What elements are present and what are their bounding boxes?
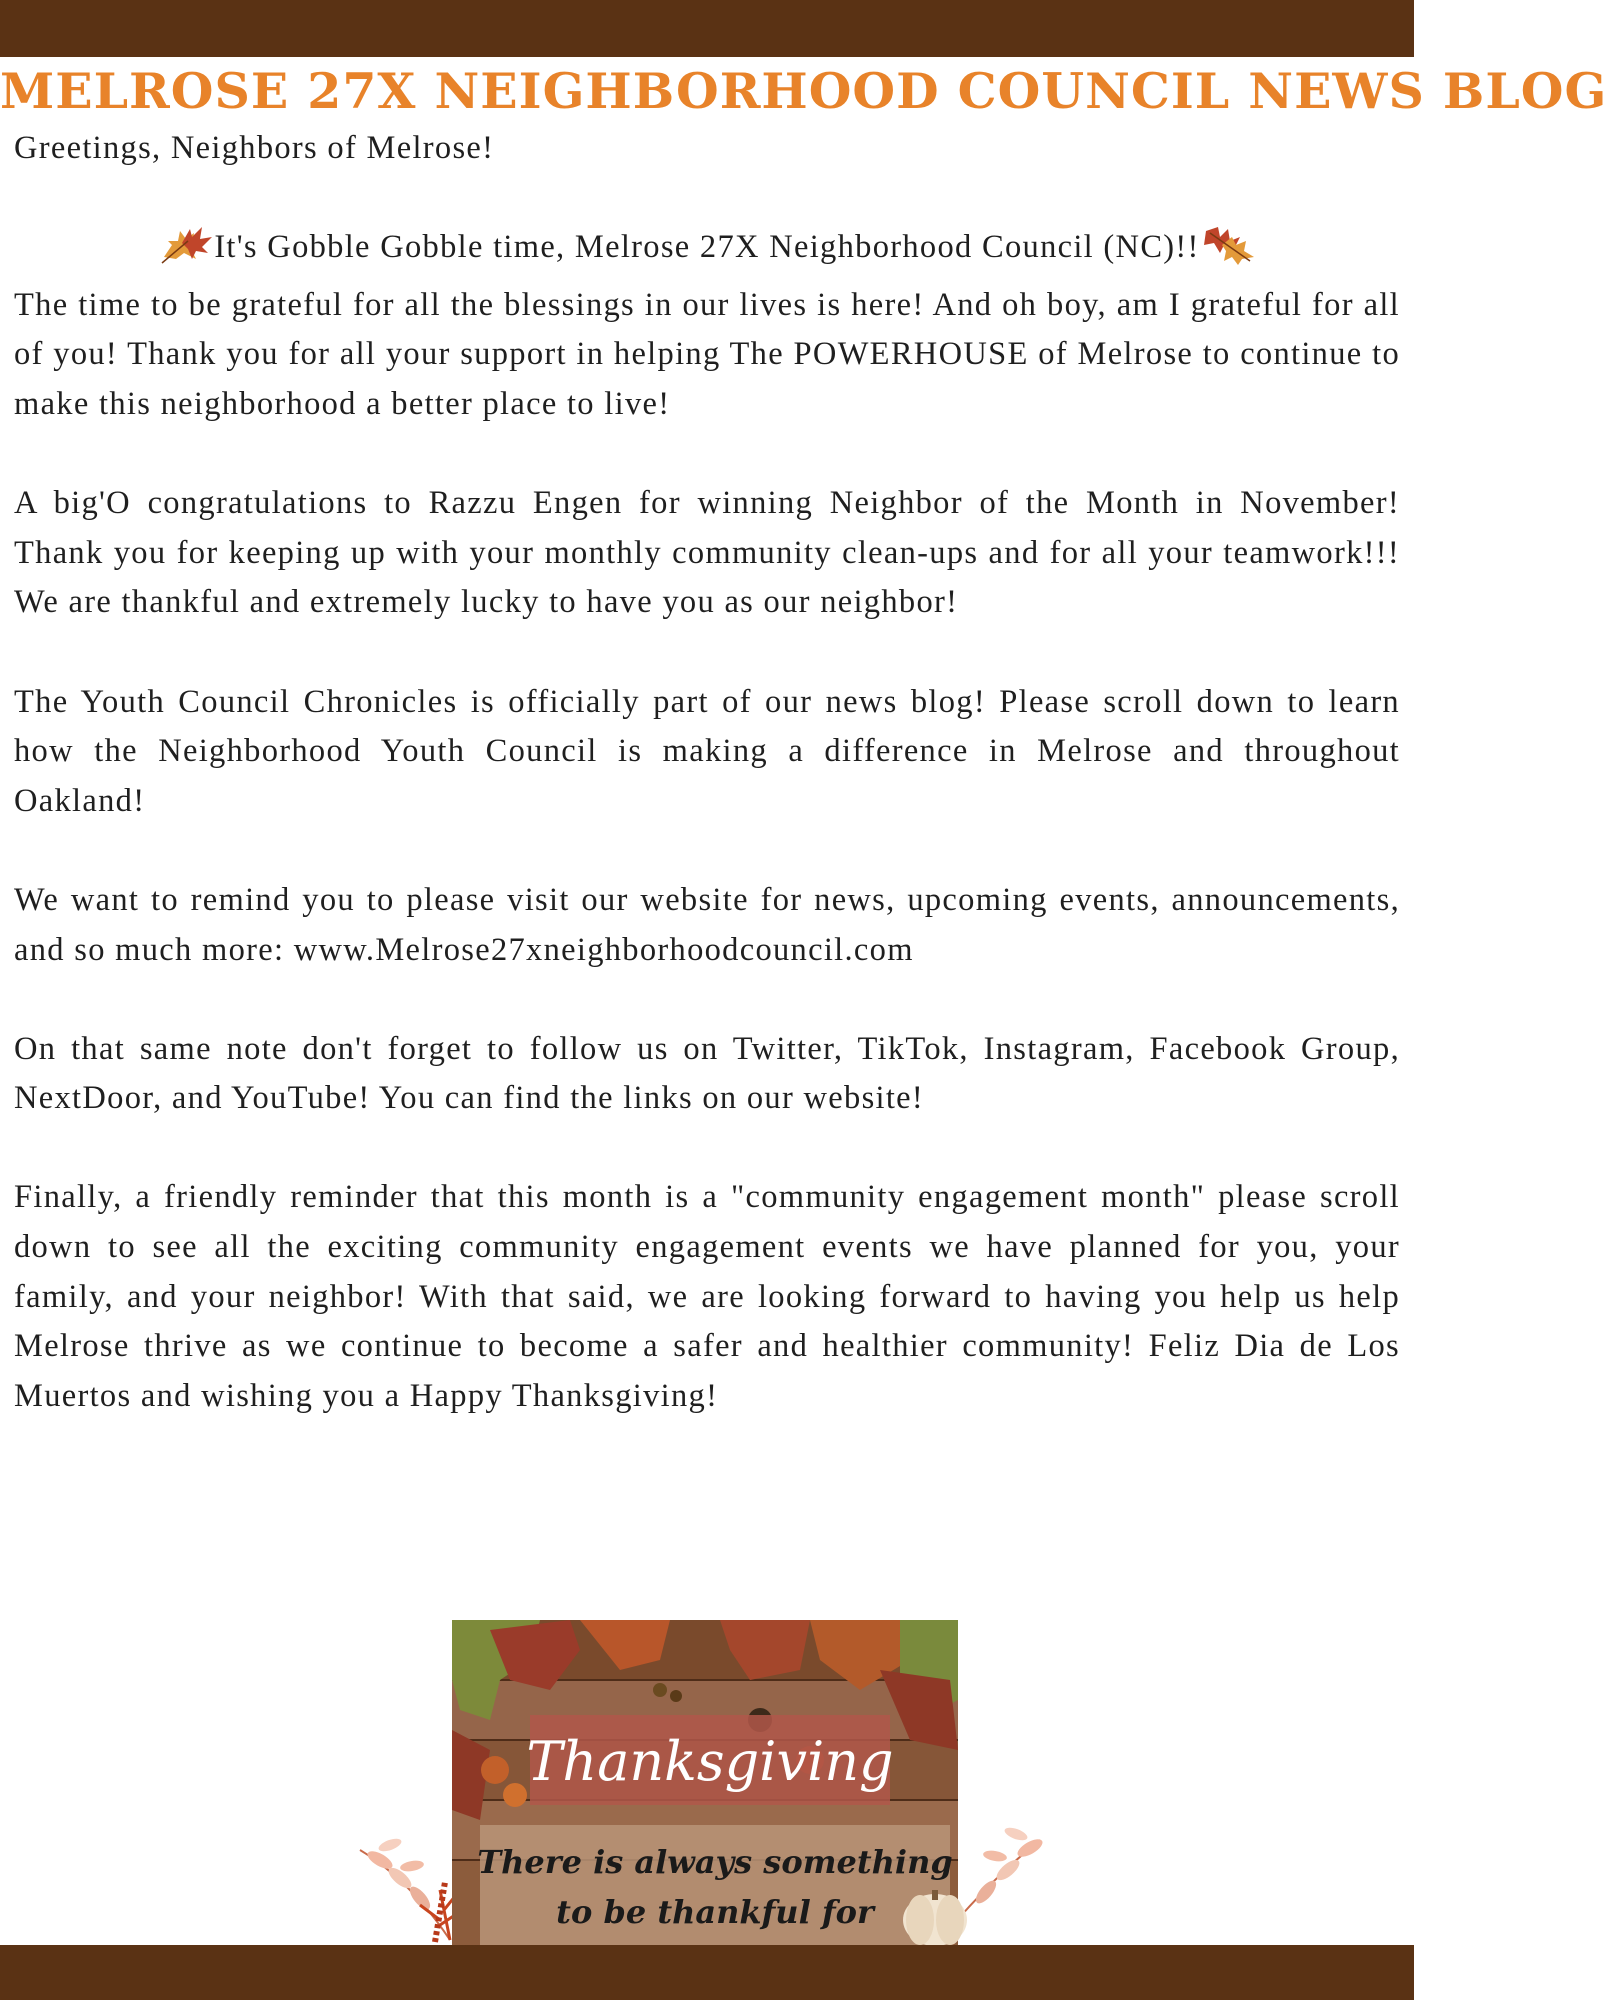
thanksgiving-banner bbox=[340, 1620, 1060, 1950]
paragraph-social: On that same note don't forget to follow us on Twitter, TikTok, Instagram, Facebook Group, NextDoor, and YouTube! You can find the links on our website! bbox=[14, 1030, 1400, 1117]
gobble-heading: It's Gobble Gobble time, Melrose 27X Neighborhood Council (NC)!! bbox=[214, 229, 1200, 266]
paragraph-finally: Finally, a friendly reminder that this month is a "community engagement month" please scroll down to see all the exciting community engagement events we have planned for you, your family, and your neighbor! With that said, we are looking forward to having you help us help Melrose thrive as we continue to become a safer and healthier community! Feliz Dia de Los Muertos and wishing you a Happy Thanksgiving! bbox=[14, 1179, 1400, 1414]
gobble-heading-line bbox=[14, 223, 1400, 281]
paragraph-gratitude bbox=[14, 223, 1400, 429]
left-branch-icon bbox=[360, 1836, 460, 1942]
banner-line-2: to be thankful for bbox=[556, 1893, 874, 1931]
paragraph-gratitude-text: The time to be grateful for all the blessings in our lives is here! And oh boy, am I grateful for all of you! Thank you for all your support in helping The POWERHOUSE of Melrose to continue to make this neighborhood a better place to live! bbox=[14, 286, 1400, 422]
paragraph-youth-council: The Youth Council Chronicles is officially part of our news blog! Please scroll down to learn how the Neighborhood Youth Council is making a difference in Melrose and throughout Oakland! bbox=[14, 683, 1400, 819]
greeting: Greetings, Neighbors of Melrose! bbox=[14, 130, 495, 166]
blog-body bbox=[14, 124, 1400, 1421]
banner-title: Thanksgiving bbox=[526, 1730, 894, 1793]
paragraph-website: We want to remind you to please visit our website for news, upcoming events, announcements, and so much more: www.Melrose27xneighborhoodcouncil.com bbox=[14, 881, 1400, 968]
top-bar bbox=[0, 0, 1414, 57]
autumn-leaves-icon bbox=[1200, 223, 1256, 281]
page-title: MELROSE 27X NEIGHBORHOOD COUNCIL NEWS BLOG bbox=[0, 62, 1607, 120]
bottom-bar bbox=[0, 1945, 1414, 2000]
paragraph-congratulations: A big'O congratulations to Razzu Engen for winning Neighbor of the Month in November! Thank you for keeping up with your monthly community clean-ups and for all your teamwork!!! We are thankful and extremely lucky to have you as our neighbor! bbox=[14, 485, 1400, 621]
banner-line-1: There is always something bbox=[477, 1843, 953, 1881]
autumn-leaves-icon bbox=[158, 223, 214, 281]
